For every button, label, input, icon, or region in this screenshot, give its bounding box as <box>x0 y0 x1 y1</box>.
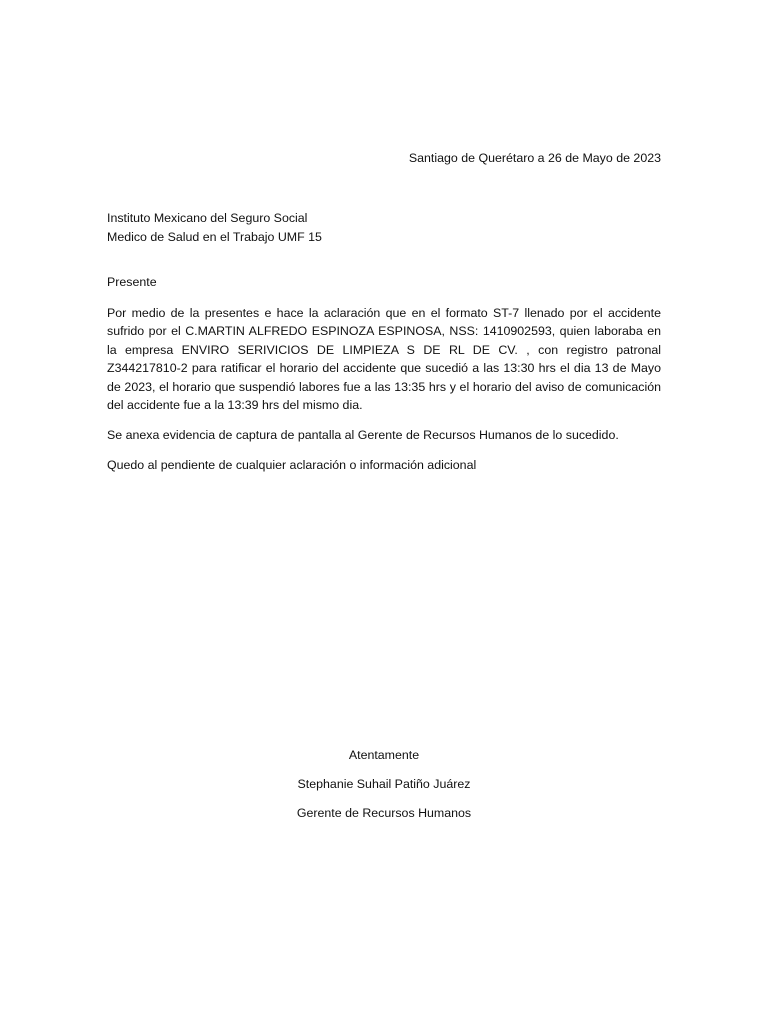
greeting: Presente <box>107 275 157 289</box>
recipient-department: Medico de Salud en el Trabajo UMF 15 <box>107 229 322 244</box>
valediction: Atentamente <box>348 748 420 762</box>
date-line: Santiago de Querétaro a 26 de Mayo de 2023 <box>408 151 661 165</box>
signature-block <box>0 746 768 833</box>
annex-note: Se anexa evidencia de captura de pantalla al Gerente de Recursos Humanos de lo sucedido. <box>107 428 619 442</box>
recipient-institution: Instituto Mexicano del Seguro Social <box>107 211 308 225</box>
recipient-block <box>107 209 322 246</box>
body-paragraph: Por medio de la presentes e hace la aclaración que en el formato ST-7 llenado por el accidente sufrido por el C.MARTIN ALFREDO ESPINOZA ESPINOSA, NSS: 1410902593, quien laboraba en la empresa ENVIRO SERIVICIOS DE LIMPIEZA S DE RL DE CV. , con registro patronal Z344217810-2 para ratificar el horario del accidente que sucedió a las 13:30 hrs el dia 13 de Mayo de 2023, el horario que suspendió labores fue a las 13:35 hrs y el horario del aviso de comunicación del accidente fue a la 13:39 hrs del mismo dia. <box>107 306 661 413</box>
closing-note: Quedo al pendiente de cualquier aclaración o información adicional <box>107 458 477 472</box>
signer-name: Stephanie Suhail Patiño Juárez <box>297 777 471 791</box>
signer-title: Gerente de Recursos Humanos <box>296 806 472 820</box>
